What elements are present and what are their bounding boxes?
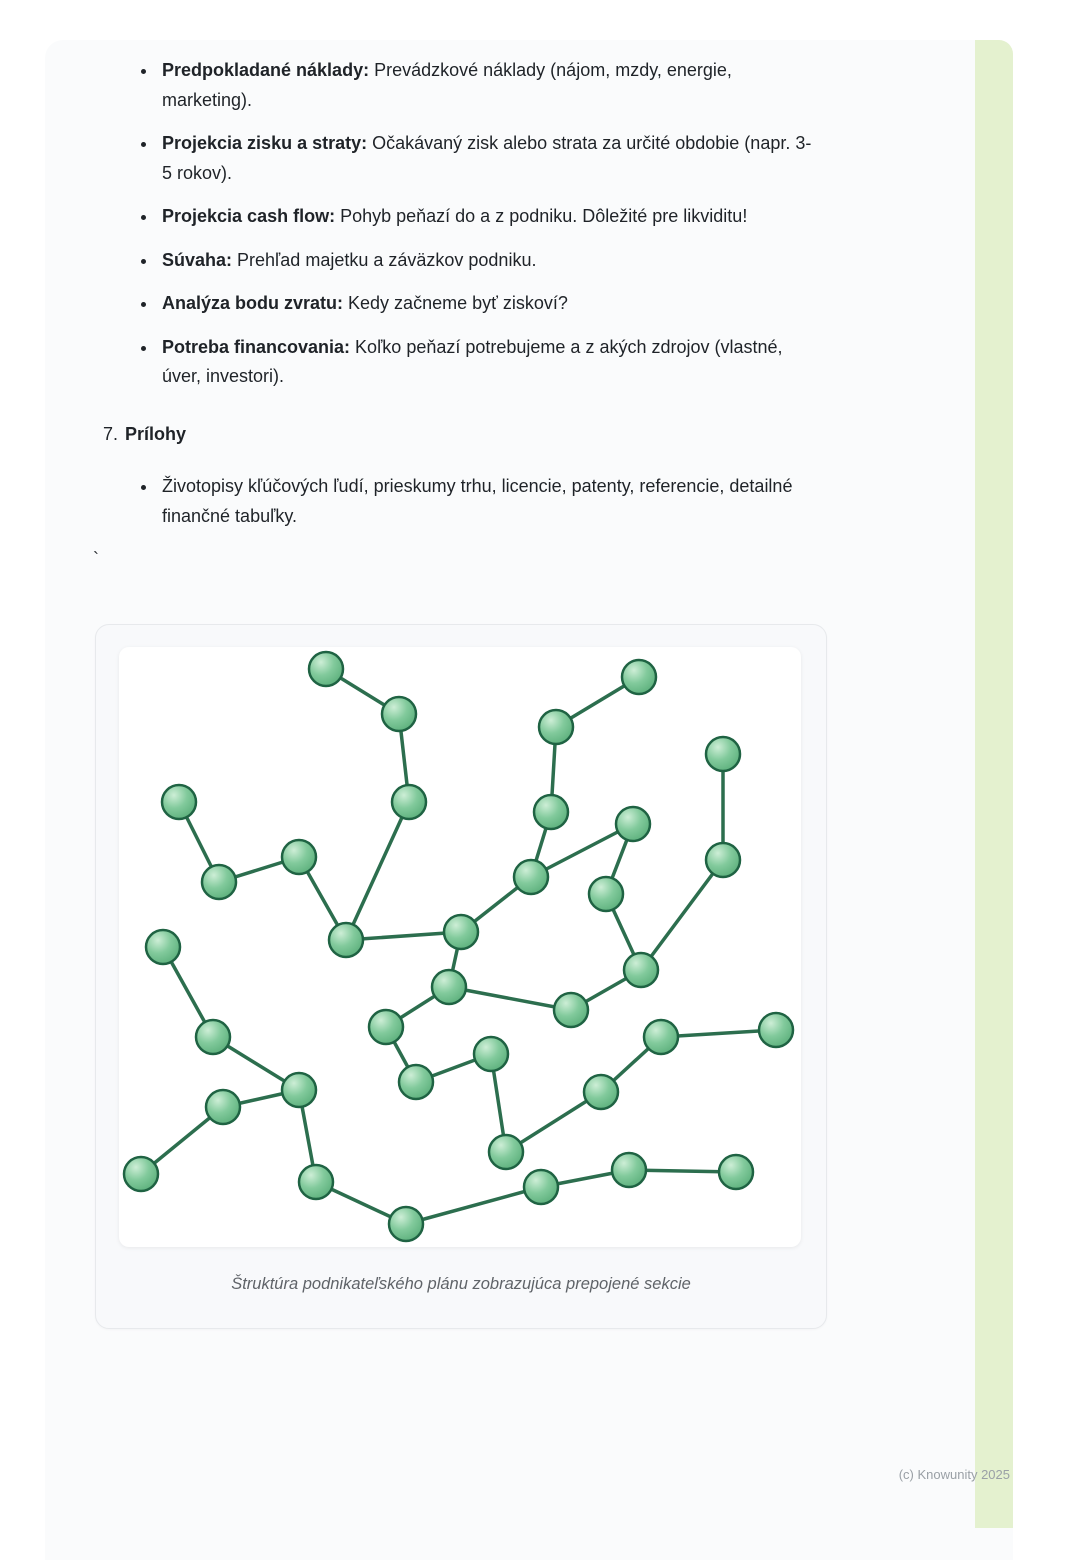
graph-node [206, 1090, 240, 1124]
graph-node [444, 915, 478, 949]
attachments-bullet-list [45, 472, 975, 531]
graph-node [299, 1165, 333, 1199]
bullet-term: Potreba financovania: [162, 336, 351, 357]
figure-caption: Štruktúra podnikateľského plánu zobrazujúca prepojené sekcie [231, 1275, 691, 1294]
numbered-heading [103, 420, 975, 449]
bullet-item [158, 289, 817, 319]
graph-node [616, 807, 650, 841]
graph-node [474, 1037, 508, 1071]
bullet-text: Prehľad majetku a záväzkov podniku. [232, 249, 537, 270]
bullet-text: Očakávaný zisk alebo strata za určité obdobie (napr. 3-5 rokov). [162, 133, 812, 183]
graph-node [382, 697, 416, 731]
graph-node [706, 737, 740, 771]
graph-node [622, 660, 656, 694]
graph-node [392, 785, 426, 819]
bullet-item [158, 333, 817, 392]
bullet-list [45, 56, 975, 392]
bullet-term: Projekcia zisku a straty: [162, 133, 368, 154]
bullet-term: Projekcia cash flow: [162, 206, 336, 227]
graph-node [329, 923, 363, 957]
graph-node [309, 652, 343, 686]
heading-number: 7. [103, 423, 119, 444]
graph-node [162, 785, 196, 819]
bullet-text: Koľko peňazí potrebujeme a z akých zdrojov (vlastné, úver, investori). [162, 336, 783, 387]
document-content [45, 40, 975, 1329]
bullet-text: Pohyb peňazí do a z podniku. Dôležité pre likviditu! [335, 206, 748, 227]
bullet-term: Analýza bodu zvratu: [162, 293, 344, 314]
copyright-notice: (c) Knowunity 2025 [898, 1467, 1010, 1482]
bullet-text: Kedy začneme byť ziskoví? [343, 293, 568, 314]
bullet-term: Predpokladané náklady: [162, 60, 370, 80]
right-accent-stripe [975, 40, 1013, 1528]
graph-node [282, 840, 316, 874]
graph-node [196, 1020, 230, 1054]
graph-edge [449, 987, 571, 1010]
graph-node [624, 953, 658, 987]
graph-node [759, 1013, 793, 1047]
bullet-item [158, 56, 817, 115]
graph-node [534, 795, 568, 829]
graph-node [146, 930, 180, 964]
graph-node [369, 1010, 403, 1044]
graph-node [706, 843, 740, 877]
heading-label: Prílohy [125, 423, 187, 444]
graph-node [389, 1207, 423, 1241]
network-graph [119, 647, 801, 1247]
bullet-term: Súvaha: [162, 249, 233, 270]
bullet-item [158, 246, 817, 276]
figure-card [95, 624, 827, 1329]
graph-node [432, 970, 466, 1004]
bullet-text: Prevádzkové náklady (nájom, mzdy, energie, marketing). [162, 60, 732, 110]
graph-node [644, 1020, 678, 1054]
graph-edge [641, 860, 723, 970]
bullet-item [158, 202, 817, 232]
graph-node [124, 1157, 158, 1191]
stray-backtick: ` [93, 549, 99, 570]
graph-node [719, 1155, 753, 1189]
graph-edge [406, 1187, 541, 1224]
graph-node [584, 1075, 618, 1109]
graph-node [539, 710, 573, 744]
graph-node [514, 860, 548, 894]
graph-node [399, 1065, 433, 1099]
graph-node [589, 877, 623, 911]
bullet-item [158, 472, 817, 531]
graph-node [554, 993, 588, 1027]
bullet-text: Životopisy kľúčových ľudí, prieskumy trhu, licencie, patenty, referencie, detailné finančné tabuľky. [162, 476, 793, 526]
graph-node [489, 1135, 523, 1169]
graph-node [282, 1073, 316, 1107]
graph-edge [346, 802, 409, 940]
bullet-item [158, 129, 817, 188]
graph-node [612, 1153, 646, 1187]
graph-node [524, 1170, 558, 1204]
graph-node [202, 865, 236, 899]
network-diagram-image [119, 647, 801, 1247]
